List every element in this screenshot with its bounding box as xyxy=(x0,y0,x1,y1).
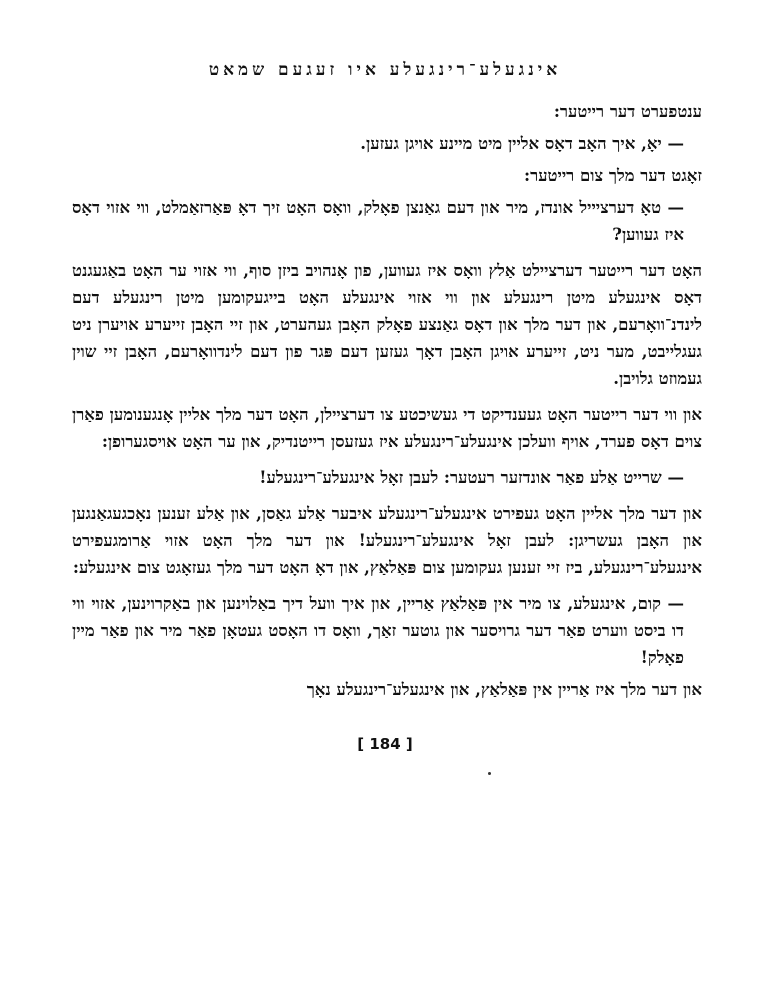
page-number: [ 184 ] xyxy=(357,735,413,753)
paragraph-3: זאָגט דער מלך צום רייטער: xyxy=(524,166,702,185)
body-text xyxy=(72,98,702,708)
paragraph-7: — שרייט אַלע פאַר אונדזער רעטער: לעבן זאָל אינגעלע־רינגעלע! xyxy=(259,468,684,487)
scan-speck xyxy=(488,772,491,775)
running-title: אינגעלע־רינגעלע איו זעגעם שמאט xyxy=(208,60,562,80)
paragraph-1: ענטפערט דער רייטער: xyxy=(553,102,702,121)
paragraph-6: און ווי דער רייטער האָט געענדיקט די געשיכטע צו דערציילן, האָט דער מלך אליין אָנגענומען פאַרן צוים דאָס פערד, אויף וועלכן אינגעלע־רינגעלע איז געזעסן רייטנדיק, און ער האָט אויסגערופן: xyxy=(72,405,702,451)
paragraph-10: און דער מלך איז אַריין אין פּאַלאַץ, און אינגעלע־רינגעלע נאָך xyxy=(306,680,702,699)
paragraph-8: און דער מלך אליין האָט געפירט אינגעלע־רינגעלע איבער אַלע גאַסן, און אַלע זענען נאָכגעגאַנגען און האָבן געשריגן: לעבן זאָל אינגעלע־רינגעלע! און דער מלך האָט אזוי אַרומגעפירט אינגעלע־רינגעלע, ביז זיי זענען געקומען צום פּאַלאַץ, און דאָ האָט דער מלך געזאָגט צום אינגעלע: xyxy=(72,504,702,577)
paragraph-5: האָט דער רייטער דערציילט אַלץ וואָס איז געווען, פון אָנהויב ביזן סוף, ווי אזוי ער האָט באַגעגנט דאָס אינגעלע מיטן רינגעלע און ווי אזוי אינגעלע האָט בייגעקומען מיטן רינגעלע דעם לינדנ־וואָרעם, און דער מלך און דאָס גאַנצע פאָלק האָבן געהערט, און זיי האָבן זייערע אויערן ניט געגלייבט, מער ניט, זייערע אויגן האָבן דאָך געזען דעם פּגר פון דעם לינדוואָרעם, האָבן זיי שוין געמוזט גלויבן. xyxy=(72,261,702,388)
paragraph-9: — קום, אינגעלע, צו מיר אין פּאַלאַץ אַריין, און איך וועל דיך באַלוינען און באַקרוינען, אזוי ווי דו ביסט ווערט פאַר דער גרויסער און גוטער זאַך, וואָס דו האָסט געטאָן פאַר מיר און פאַר מיין פאָלק! xyxy=(72,594,684,667)
paragraph-2: — יאָ, איך האָב דאָס אליין מיט מיינע אויגן געזען. xyxy=(360,134,684,153)
paragraph-4: — טאָ דערציייל אונדז, מיר און דעם גאַנצן פאָלק, וואָס האָט זיך דאָ פּאַרזאַמלט, ווי אזוי דאָס איז געווען? xyxy=(72,198,684,244)
